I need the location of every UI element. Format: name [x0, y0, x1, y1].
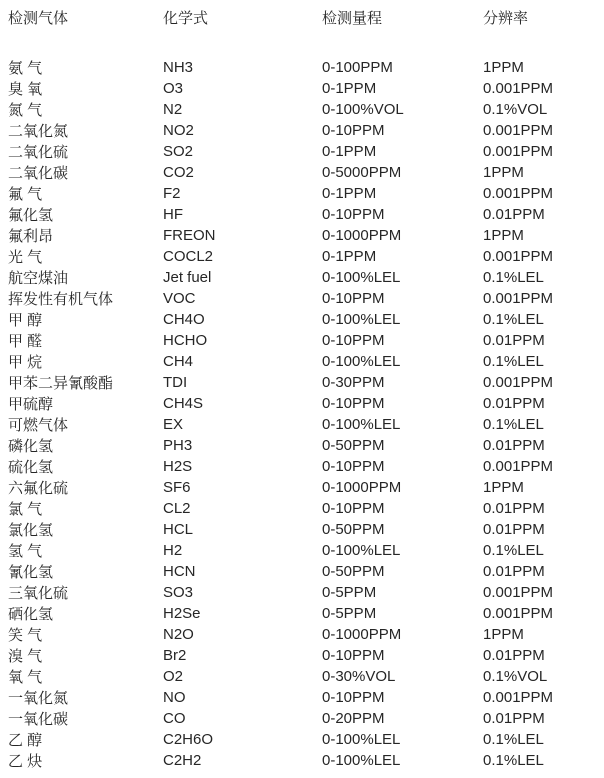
table-cell: 氢 气 — [8, 543, 43, 560]
table-cell: COCL2 — [163, 248, 214, 265]
table-cell: HCN — [163, 563, 196, 580]
table-cell: O2 — [163, 668, 184, 685]
table-cell: 0-50PPM — [322, 437, 385, 454]
table-cell: 航空煤油 — [8, 270, 69, 287]
table-header — [0, 7, 604, 57]
table-cell: 1PPM — [483, 59, 524, 76]
table-row — [0, 183, 604, 204]
header-spacer — [0, 28, 604, 57]
table-cell: 0.1%LEL — [483, 311, 544, 328]
table-cell: FREON — [163, 227, 216, 244]
table-cell: 0-10PPM — [322, 332, 385, 349]
table-row — [0, 267, 604, 288]
table-cell: C2H2 — [163, 752, 202, 769]
table-cell: 1PPM — [483, 626, 524, 643]
table-cell: 0-10PPM — [322, 206, 385, 223]
table-cell: 0.01PPM — [483, 395, 545, 412]
table-cell: 0.1%LEL — [483, 269, 544, 286]
table-cell: 0-100%LEL — [322, 416, 401, 433]
table-cell: 0-10PPM — [322, 458, 385, 475]
table-cell: Br2 — [163, 647, 187, 664]
table-cell: VOC — [163, 290, 196, 307]
table-cell: 0.001PPM — [483, 605, 554, 622]
table-cell: 甲硫醇 — [8, 396, 54, 413]
table-row — [0, 435, 604, 456]
table-cell: CL2 — [163, 500, 191, 517]
table-row — [0, 246, 604, 267]
table-cell: 一氧化氮 — [8, 690, 69, 707]
table-cell: 0.1%LEL — [483, 353, 544, 370]
table-cell: 0.01PPM — [483, 206, 545, 223]
table-cell: CH4O — [163, 311, 205, 328]
table-cell: 0-100%LEL — [322, 269, 401, 286]
table-cell: 1PPM — [483, 479, 524, 496]
table-cell: 0.01PPM — [483, 437, 545, 454]
table-cell: 硫化氢 — [8, 459, 54, 476]
table-cell: CH4 — [163, 353, 194, 370]
table-cell: 氟化氢 — [8, 207, 54, 224]
table-cell: 0.001PPM — [483, 248, 554, 265]
table-cell: 溴 气 — [8, 648, 43, 665]
table-cell: 0-10PPM — [322, 290, 385, 307]
table-cell: HCL — [163, 521, 194, 538]
table-cell: 0-30PPM — [322, 374, 385, 391]
table-row — [0, 78, 604, 99]
table-row — [0, 309, 604, 330]
table-cell: 1PPM — [483, 164, 524, 181]
table-cell: CO2 — [163, 164, 194, 181]
table-row — [0, 645, 604, 666]
table-cell: 0.01PPM — [483, 647, 545, 664]
table-cell: 0-20PPM — [322, 710, 385, 727]
table-row — [0, 414, 604, 435]
table-row — [0, 120, 604, 141]
table-row — [0, 330, 604, 351]
table-row — [0, 624, 604, 645]
table-cell: 0-100%LEL — [322, 752, 401, 769]
table-cell: 0-1000PPM — [322, 227, 402, 244]
table-cell: HCHO — [163, 332, 208, 349]
table-cell: 氮 气 — [8, 102, 43, 119]
table-cell: 0.1%VOL — [483, 668, 548, 685]
table-cell: 硒化氢 — [8, 606, 54, 623]
column-header-resolution: 分辨率 — [483, 10, 529, 27]
table-cell: 0.01PPM — [483, 563, 545, 580]
table-cell: 0.01PPM — [483, 521, 545, 538]
table-cell: 0-100%LEL — [322, 731, 401, 748]
table-row — [0, 498, 604, 519]
header-row — [0, 7, 604, 28]
table-row — [0, 57, 604, 78]
table-cell: 0-5PPM — [322, 605, 377, 622]
table-cell: 0-100%LEL — [322, 353, 401, 370]
table-cell: HF — [163, 206, 183, 223]
table-cell: 0.001PPM — [483, 122, 554, 139]
table-cell: C2H6O — [163, 731, 214, 748]
table-cell: 0.001PPM — [483, 584, 554, 601]
column-header-gas: 检测气体 — [8, 10, 69, 27]
table-cell: H2Se — [163, 605, 201, 622]
table-row — [0, 288, 604, 309]
table-cell: 0.1%LEL — [483, 416, 544, 433]
table-cell: 0.01PPM — [483, 500, 545, 517]
table-row — [0, 99, 604, 120]
table-cell: NO2 — [163, 122, 194, 139]
table-cell: 0-50PPM — [322, 563, 385, 580]
table-row — [0, 519, 604, 540]
table-cell: O3 — [163, 80, 184, 97]
table-cell: CO — [163, 710, 186, 727]
table-cell: NH3 — [163, 59, 194, 76]
table-cell: N2 — [163, 101, 183, 118]
table-cell: 0.1%LEL — [483, 542, 544, 559]
table-cell: F2 — [163, 185, 181, 202]
table-row — [0, 225, 604, 246]
gas-detection-spec-table — [0, 7, 604, 771]
table-cell: 0.001PPM — [483, 689, 554, 706]
table-cell: 光 气 — [8, 249, 43, 266]
table-cell: 可燃气体 — [8, 417, 69, 434]
table-cell: 0.001PPM — [483, 143, 554, 160]
table-cell: 0-1PPM — [322, 248, 377, 265]
table-cell: 氰化氢 — [8, 564, 54, 581]
table-cell: 0-100PPM — [322, 59, 393, 76]
table-cell: 0.001PPM — [483, 290, 554, 307]
table-cell: 0.1%VOL — [483, 101, 548, 118]
table-cell: 甲 醛 — [8, 333, 43, 350]
table-cell: 0-10PPM — [322, 122, 385, 139]
table-cell: 0-1PPM — [322, 185, 377, 202]
column-header-formula: 化学式 — [163, 10, 209, 27]
table-cell: 氨 气 — [8, 60, 43, 77]
table-row — [0, 582, 604, 603]
table-row — [0, 729, 604, 750]
table-cell: 0.1%LEL — [483, 752, 544, 769]
table-cell: 二氧化氮 — [8, 123, 69, 140]
table-cell: 0.001PPM — [483, 374, 554, 391]
table-cell: N2O — [163, 626, 194, 643]
table-cell: 0-100%LEL — [322, 311, 401, 328]
table-row — [0, 204, 604, 225]
table-cell: 0-10PPM — [322, 647, 385, 664]
column-header-range: 检测量程 — [322, 10, 383, 27]
table-cell: 0-100%VOL — [322, 101, 404, 118]
table-cell: 氯 气 — [8, 501, 43, 518]
table-row — [0, 477, 604, 498]
table-cell: 0.01PPM — [483, 332, 545, 349]
table-row — [0, 750, 604, 771]
table-cell: 六氟化硫 — [8, 480, 69, 497]
table-cell: 笑 气 — [8, 627, 43, 644]
table-cell: 乙 炔 — [8, 753, 43, 770]
table-cell: 0.1%LEL — [483, 731, 544, 748]
table-cell: 0.001PPM — [483, 458, 554, 475]
table-cell: CH4S — [163, 395, 204, 412]
table-cell: 磷化氢 — [8, 438, 54, 455]
table-cell: PH3 — [163, 437, 193, 454]
table-cell: 0-50PPM — [322, 521, 385, 538]
table-cell: SO2 — [163, 143, 194, 160]
table-cell: Jet fuel — [163, 269, 212, 286]
table-cell: H2S — [163, 458, 193, 475]
table-cell: 氯化氢 — [8, 522, 54, 539]
table-row — [0, 162, 604, 183]
table-cell: 0-30%VOL — [322, 668, 396, 685]
table-row — [0, 561, 604, 582]
table-cell: EX — [163, 416, 184, 433]
table-cell: 甲 烷 — [8, 354, 43, 371]
table-cell: 乙 醇 — [8, 732, 43, 749]
table-cell: 0-1000PPM — [322, 626, 402, 643]
table-row — [0, 372, 604, 393]
table-cell: 一氧化碳 — [8, 711, 69, 728]
table-row — [0, 666, 604, 687]
table-cell: 臭 氧 — [8, 81, 43, 98]
table-cell: 0-100%LEL — [322, 542, 401, 559]
table-cell: 甲苯二异氰酸酯 — [8, 375, 114, 392]
table-row — [0, 708, 604, 729]
table-cell: 氟 气 — [8, 186, 43, 203]
table-body — [0, 57, 604, 771]
table-row — [0, 351, 604, 372]
table-cell: 0-10PPM — [322, 500, 385, 517]
table-cell: 0-10PPM — [322, 395, 385, 412]
table-cell: TDI — [163, 374, 188, 391]
table-cell: 二氧化硫 — [8, 144, 69, 161]
table-cell: 0-1PPM — [322, 80, 377, 97]
table-cell: 1PPM — [483, 227, 524, 244]
table-cell: 0.001PPM — [483, 185, 554, 202]
table-cell: 氟利昂 — [8, 228, 54, 245]
table-cell: 挥发性有机气体 — [8, 291, 114, 308]
table-cell: 二氧化碳 — [8, 165, 69, 182]
table-row — [0, 456, 604, 477]
table-cell: 0-5PPM — [322, 584, 377, 601]
table-cell: SO3 — [163, 584, 194, 601]
table-cell: 三氧化硫 — [8, 585, 69, 602]
table-cell: 0-1000PPM — [322, 479, 402, 496]
table-cell: H2 — [163, 542, 183, 559]
table-cell: SF6 — [163, 479, 191, 496]
table-row — [0, 393, 604, 414]
table-cell: 0.01PPM — [483, 710, 545, 727]
table-cell: 0.001PPM — [483, 80, 554, 97]
table-cell: 甲 醇 — [8, 312, 43, 329]
table-cell: 0-10PPM — [322, 689, 385, 706]
table-cell: 0-1PPM — [322, 143, 377, 160]
table-cell: NO — [163, 689, 186, 706]
table-row — [0, 141, 604, 162]
table-cell: 氧 气 — [8, 669, 43, 686]
table-row — [0, 687, 604, 708]
table-row — [0, 540, 604, 561]
table-row — [0, 603, 604, 624]
table-cell: 0-5000PPM — [322, 164, 402, 181]
